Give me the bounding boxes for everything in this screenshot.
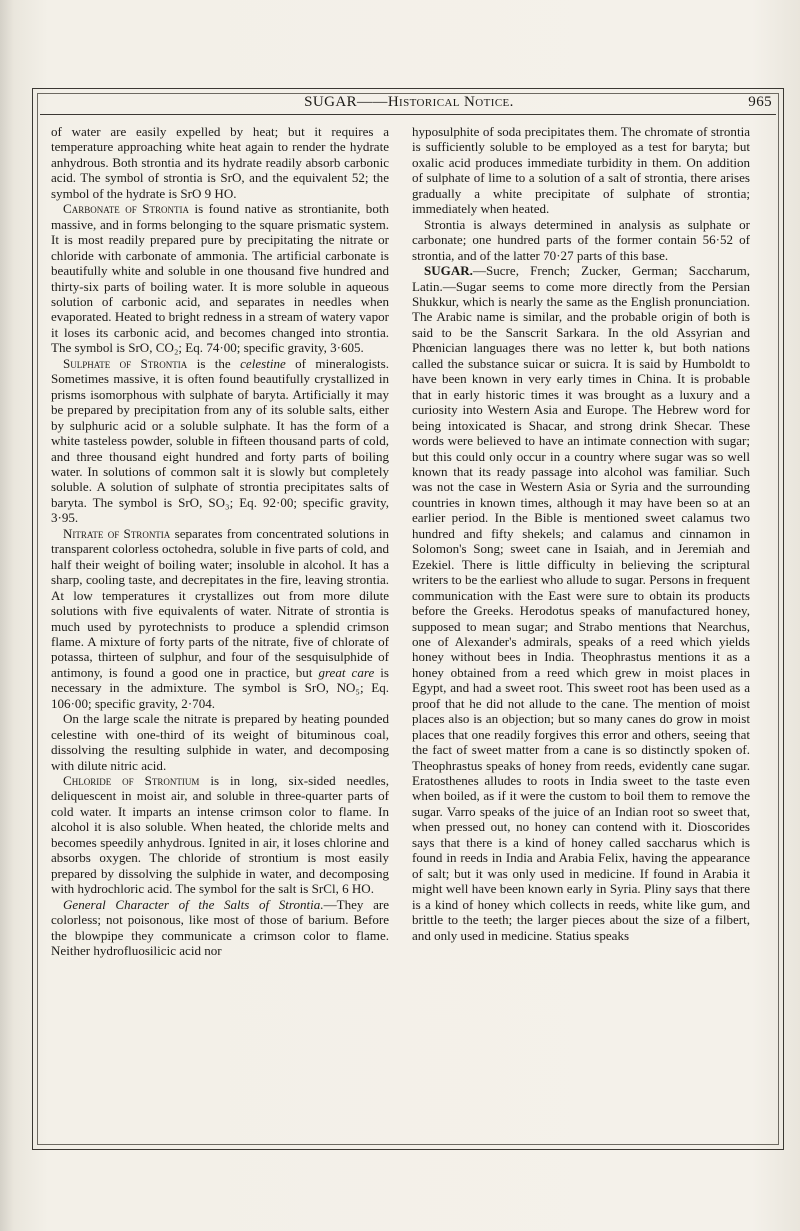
header-dash: ——	[357, 94, 388, 110]
sugar-text: —Sucre, French; Zucker, German; Saccharum, Latin.—Sugar seems to come more directly from the Persian Shukkur, which is nearly the same as the English pronunciation. The Arabic name is similar, and the probable origin of both is said to be the Sanscrit Sarkara. In the old Assyrian and Phœnician languages there was no letter k, but both nations called the substance suicar or suicra. It is said by Humboldt to have been known in very early times in China. It is probable that in early historic times it was brought as a luxury and a curiosity into Western Asia and Europe. The Hebrew word for being intoxicated is Shacar, and strong drink Shecar. These words were believed to have an intimate connection with sugar; but this could only occur in a country where sugar was so well known that its ready passage into alcohol was familiar. Such was not the case in Western Asia or Syria and the surrounding countries in known times, although it may have been so at an earlier period. In the Bible is mentioned sweet calamus two hundred and fifty shekels; and calamus and cinnamon in Solomon's Song; sweet cane in Isaiah, and in Jeremiah and Ezekiel. There is little difficulty in believing the scriptural writers to be the earliest who allude to sugar. Persons in frequent communication with the East were sure to obtain its products before the Greeks. Herodotus speaks of manufactured honey, supposed to mean sugar; and Strabo mentions that Nearchus, one of Alexander's admirals, speaks of a reed which yields honey without bees in India. Theophrastus mentions it as a honey obtained from a reed which grew in moist places in Egypt, and had a sweet root. This sweet root has been used as a proof that he did not allude to the cane. The mention of moist places also is an objection; but so many canes do grow in moist places that one readily forgives this error and others, seeing that the fact of sweet matter from a cane is so distinctly spoken of. Theophrastus speaks of honey from reeds, evidently cane sugar. Eratosthenes alludes to roots in India sweet to the taste even when boiled, as if it were the custom to boil them to remove the sugar. Varro speaks of the juice of an Indian root so sweet that, when pressed out, no honey can contend with it. Dioscorides says that there is a kind of honey called saccharus which is found in reeds in India and Arabia Felix, having the appearance of salt; but it was only used in medicine. If found in Arabia it might well have been known early in Syria. Pliny says that there is a kind of honey which collects in reeds, white like gum, and brittle to the teeth; the larger pieces about the size of a filbert, and only used in medicine. Statius speaks	[412, 263, 750, 943]
heading-chloride: Chloride of Strontium	[63, 773, 200, 789]
sulphate-italic: celestine	[240, 355, 286, 371]
heading-sugar: SUGAR.	[424, 263, 473, 279]
nitrate-text-a: separates from concentrated solutions in transparent colorless octohedra, soluble in five parts of cold, and half their weight of boiling water; insoluble in alcohol. It has a sharp, cooling taste, and decrepitates in the fire, leaving strontia. At low temperatures it crystallizes out from more dilute solutions with five equivalents of water. Nitrate of strontia is much used by pyrotechnists to produce a splendid crimson flame. A mixture of forty parts of the nitrate, five of chlorate of potassa, thirteen of sulphur, and four of the sesquisulphide of antimony, is found a good one in practice, but	[51, 525, 389, 680]
running-header	[40, 94, 778, 120]
heading-sulphate: Sulphate of Strontia	[63, 355, 188, 371]
sulphate-text-b: of mineralogists. Sometimes massive, it is often found beautifully crystallized in prisms isomorphous with sulphate of baryta. Artificially it may be prepared by precipitation from any of its soluble salts, either by sulphuric acid or a soluble sulphate. It has the form of a white tasteless powder, soluble in fifteen thousand parts of cold, and three thousand eight hundred and forty parts of boiling water. In solutions of common salt it is slowly but completely soluble. A solution of sulphate of strontia precipitates salts of baryta. The symbol is SrO, SO₃; Eq. 92·00; specific gravity, 3·95.	[51, 355, 389, 526]
header-rule	[40, 114, 776, 115]
heading-general-character: General Character of the Salts of Strontia.	[63, 896, 324, 912]
paragraph-general-character	[51, 897, 389, 959]
sulphate-text-a: is the	[187, 355, 241, 371]
paragraph-carbonate	[51, 201, 389, 356]
paragraph-sugar	[412, 263, 750, 943]
paragraph-nitrate-large-scale: On the large scale the nitrate is prepared by heating pounded celestine with one-third of its weight of bituminous coal, dissolving the resulting sulphide in water, and decomposing with dilute nitric acid.	[51, 711, 389, 773]
carbonate-text: is found native as strontianite, both massive, and in forms belonging to the square prismatic system. It is most readily prepared pure by precipitating the nitrate or chloride with carbonate of ammonia. The artificial carbonate is beautifully white and soluble in one thousand five hundred and thirty-six parts of boiling water. It is more soluble in aqueous solution of carbonic acid, and separates in needles when evaporated. Heated to bright redness in a stream of watery vapor it loses its carbonic acid, and becomes changed into strontia. The symbol is SrO, CO₂; Eq. 74·00; specific gravity, 3·605.	[51, 201, 389, 356]
paragraph-sulphate	[51, 356, 389, 526]
paragraph-nitrate	[51, 526, 389, 711]
page-number: 965	[748, 94, 772, 110]
paragraph-chloride	[51, 773, 389, 897]
left-column	[51, 124, 389, 1130]
header-subtitle: Historical Notice.	[387, 94, 514, 110]
general-character-text: —They are colorless; not poisonous, like most of those of barium. Before the blowpipe they communicate a crimson color to flame. Neither hydrofluosilicic acid nor	[51, 896, 389, 959]
paragraph-strontia-hydrate: of water are easily expelled by heat; but it requires a temperature approaching white heat again to render the hydrate anhydrous. Both strontia and its hydrate readily absorb carbonic acid. The symbol of strontia is SrO, and the equivalent 52; the symbol of the hydrate is SrO 9 HO.	[51, 124, 389, 201]
nitrate-text-b: is necessary in the admixture. The symbol is SrO, NO₅; Eq. 106·00; specific gravity, 2·704.	[51, 664, 389, 711]
paragraph-strontia-analysis: Strontia is always determined in analysis as sulphate or carbonate; one hundred parts of the former contain 56·52 of strontia, and of the latter 70·27 parts of this base.	[412, 216, 750, 263]
chloride-text: is in long, six-sided needles, deliquescent in moist air, and soluble in three-quarter parts of cold water. It imparts an intense crimson color to flame. In alcohol it is also soluble. When heated, the chloride melts and becomes speedily anhydrous. Ignited in air, it loses chlorine and absorbs oxygen. The chloride of strontium is most easily prepared by dissolving the sulphide in water, and decomposing with hydrochloric acid. The symbol for the salt is SrCl, 6 HO.	[51, 773, 389, 897]
header-title: SUGAR	[304, 94, 358, 110]
right-column	[412, 124, 750, 1130]
nitrate-italic: great care	[318, 664, 375, 680]
heading-carbonate: Carbonate of Strontia	[63, 201, 189, 217]
paragraph-strontia-tests: hyposulphite of soda precipitates them. The chromate of strontia is sufficiently soluble to be employed as a test for baryta; but oxalic acid produces immediate turbidity in them. On addition of sulphate of lime to a solution of a salt of strontia, there arises gradually a white precipitate of sulphate of strontia; immediately when heated.	[412, 124, 750, 217]
heading-nitrate: Nitrate of Strontia	[63, 525, 171, 541]
binding-shadow	[0, 0, 14, 1231]
